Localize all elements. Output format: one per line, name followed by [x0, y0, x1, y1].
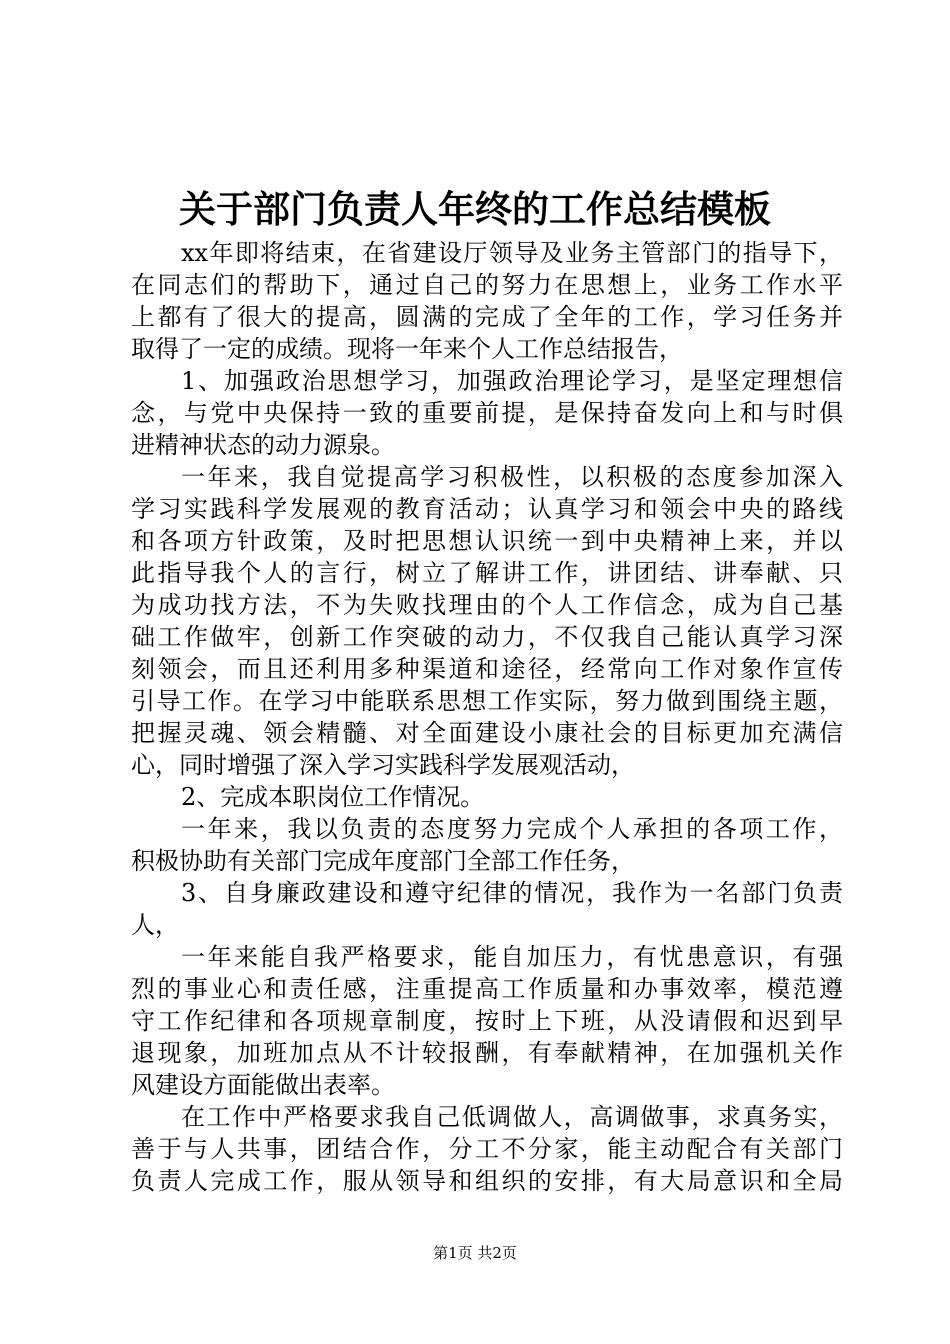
text-line: 一年来能自我严格要求，能自加压力，有忧患意识，有强: [181, 943, 843, 971]
document-title: 关于部门负责人年终的工作总结模板: [179, 187, 771, 231]
text-line: 和各项方针政策，及时把思想认识统一到中央精神上来，并以: [131, 527, 843, 555]
text-line: 3、自身廉政建设和遵守纪律的情况，我作为一名部门负责: [181, 879, 843, 907]
text-line: 进精神状态的动力源泉。: [131, 431, 395, 459]
text-line: 念，与党中央保持一致的重要前提，是保持奋发向上和与时俱: [131, 399, 843, 427]
text-line: 1、加强政治思想学习，加强政治理论学习，是坚定理想信: [181, 367, 843, 395]
text-line: 一年来，我自觉提高学习积极性，以积极的态度参加深入: [181, 463, 843, 491]
text-line: 风建设方面能做出表率。: [131, 1071, 395, 1099]
text-line: 善于与人共事，团结合作，分工不分家，能主动配合有关部门: [131, 1135, 843, 1163]
text-line: 烈的事业心和责任感，注重提高工作质量和办事效率，模范遵: [131, 975, 843, 1003]
text-line: 负责人完成工作，服从领导和组织的安排，有大局意识和全局: [131, 1167, 843, 1195]
text-line: 此指导我个人的言行，树立了解讲工作，讲团结、讲奉献、只: [131, 559, 843, 587]
text-line: 在同志们的帮助下，通过自己的努力在思想上，业务工作水平: [131, 271, 843, 299]
text-line: 把握灵魂、领会精髓、对全面建设小康社会的目标更加充满信: [131, 719, 843, 747]
text-line: 守工作纪律和各项规章制度，按时上下班，从没请假和迟到早: [131, 1007, 843, 1035]
text-line: 人，: [131, 911, 179, 939]
page-number-footer: 第1页 共2页: [433, 1244, 517, 1262]
text-line: 2、完成本职岗位工作情况。: [181, 783, 485, 811]
text-line: 上都有了很大的提高，圆满的完成了全年的工作，学习任务并: [131, 303, 843, 331]
text-line: 刻领会，而且还利用多种渠道和途径，经常向工作对象作宣传: [131, 655, 843, 683]
text-line: 在工作中严格要求我自己低调做人，高调做事，求真务实，: [181, 1103, 843, 1131]
text-line: 取得了一定的成绩。现将一年来个人工作总结报告，: [131, 335, 683, 363]
text-line: 一年来，我以负责的态度努力完成个人承担的各项工作，: [181, 815, 843, 843]
text-line: 础工作做牢，创新工作突破的动力，不仅我自己能认真学习深: [131, 623, 843, 651]
text-line: 心，同时增强了深入学习实践科学发展观活动，: [131, 751, 635, 779]
text-line: 学习实践科学发展观的教育活动；认真学习和领会中央的路线: [131, 495, 843, 523]
text-line: xx年即将结束，在省建设厅领导及业务主管部门的指导下，: [181, 239, 843, 267]
text-line: 积极协助有关部门完成年度部门全部工作任务，: [131, 847, 635, 875]
text-line: 引导工作。在学习中能联系思想工作实际，努力做到围绕主题，: [131, 687, 843, 715]
text-line: 退现象，加班加点从不计较报酬，有奉献精神，在加强机关作: [131, 1039, 843, 1067]
document-body: [131, 237, 843, 1197]
text-line: 为成功找方法，不为失败找理由的个人工作信念，成为自己基: [131, 591, 843, 619]
